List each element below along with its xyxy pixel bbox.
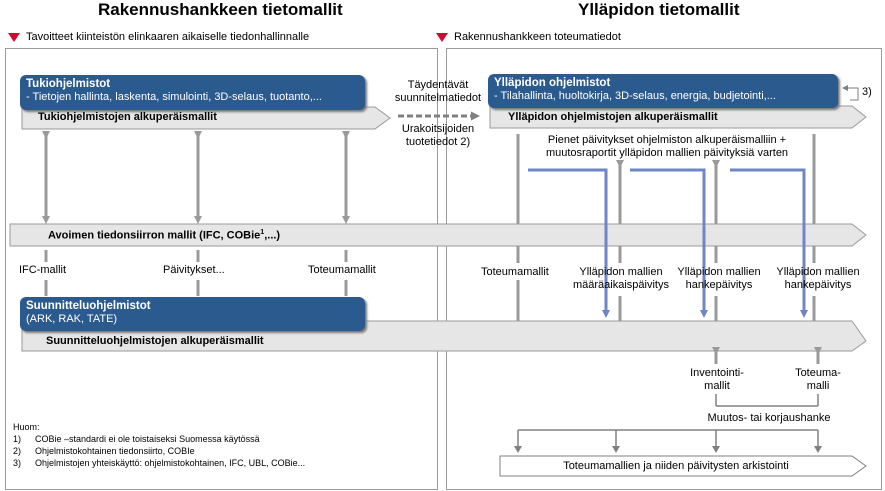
note-text: COBie –standardi ei ole toistaiseksi Suomessa käytössä [35,434,260,444]
left-subtitle-text: Tavoitteet kiinteistön elinkaaren aikaiselle tiedonhallinnalle [26,31,310,43]
notes-heading: Huom: [13,422,40,432]
contractor-info-line2: tuotetiedot 2) [405,136,471,148]
right-asbuilt-label: Toteumamallit [481,266,549,278]
note-item [13,457,305,469]
contractor-info-label [388,123,488,149]
open-models-footnote: 1 [260,229,265,236]
note-item [13,433,305,445]
periodic-update-label [566,266,676,292]
open-models-text-end: ,...) [264,229,281,242]
asbuilt-model-label [786,367,850,393]
left-title: Rakennushankkeen tietomallit [98,0,343,19]
change-project-label: Muutos- tai korjaushanke [686,412,852,425]
project-update-2-line2: hankepäivitys [784,279,852,291]
note-item [13,445,305,457]
project-update-1-line1: Ylläpidon mallien [677,266,761,278]
right-title: Ylläpidon tietomallit [578,0,740,19]
supplementary-info-line2: suunnitelmatiedot [394,92,482,104]
note-text: Ohjelmistokohtainen tiedonsiirto, COBIe [35,446,195,456]
small-updates-line2: muutosraportit ylläpidon mallien päivityksiä varten [545,147,789,159]
updates-label: Päivitykset... [163,264,225,276]
open-models-text: Avoimen tiedonsiirron mallit (IFC, COBie [48,229,261,242]
contractor-info-line1: Urakoitsijoiden [401,123,475,135]
open-models-label [48,229,280,242]
design-models-label: Suunnitteluohjelmistojen alkuperäismallit [46,335,264,347]
periodic-update-line1: Ylläpidon mallien [579,266,663,278]
maintenance-software-title: Ylläpidon ohjelmistot [494,77,611,89]
asbuilt-model-line1: Toteuma- [795,367,841,379]
ifc-models-label: IFC-mallit [19,264,67,276]
note-number: 1) [13,434,22,444]
design-software-desc: (ARK, RAK, TATE) [26,313,118,325]
note-number: 2) [13,446,22,456]
small-updates-note [515,134,819,160]
project-update-label-1 [669,266,769,292]
design-software-box [20,297,365,331]
self-reference-note: 3) [862,86,872,98]
support-software-desc: - Tietojen hallinta, laskenta, simulointi, 3D-selaus, tuotanto,... [26,91,322,103]
maintenance-software-desc: - Tilahallinta, huoltokirja, 3D-selaus, energia, budjetointi,... [494,90,776,102]
support-software-title: Tukiohjelmistot [26,78,111,90]
maintenance-models-label: Ylläpidon ohjelmistojen alkuperäismallit [508,111,718,123]
small-updates-line1: Pienet päivitykset ohjelmiston alkuperäismalliin + [547,134,787,146]
notes-block [13,421,305,469]
periodic-update-line2: määräaikaispäivitys [573,279,669,291]
support-models-label: Tukiohjelmistojen alkuperäismallit [38,111,217,123]
asbuilt-models-label: Toteumamallit [308,264,376,276]
inventory-models-label [682,367,752,393]
note-text: Ohjelmistojen yhteiskäyttö: ohjelmistokohtainen, IFC, UBL, COBie... [35,458,306,468]
supplementary-info-label [388,79,488,105]
maintenance-software-box [488,74,838,108]
right-subtitle-text: Rakennushankkeen toteumatiedot [454,31,621,43]
inventory-models-line1: Inventointi- [690,367,744,379]
design-software-title: Suunnitteluohjelmistot [26,300,151,312]
project-update-2-line1: Ylläpidon mallien [776,266,860,278]
project-update-1-line2: hankepäivitys [685,279,753,291]
project-update-label-2 [768,266,868,292]
archive-label: Toteumamallien ja niiden päivitysten arkistointi [563,460,789,472]
support-software-box [20,75,365,110]
note-number: 3) [13,458,22,468]
supplementary-info-line1: Täydentävät [407,79,469,91]
asbuilt-model-line2: malli [806,380,830,392]
inventory-models-line2: mallit [704,380,730,392]
